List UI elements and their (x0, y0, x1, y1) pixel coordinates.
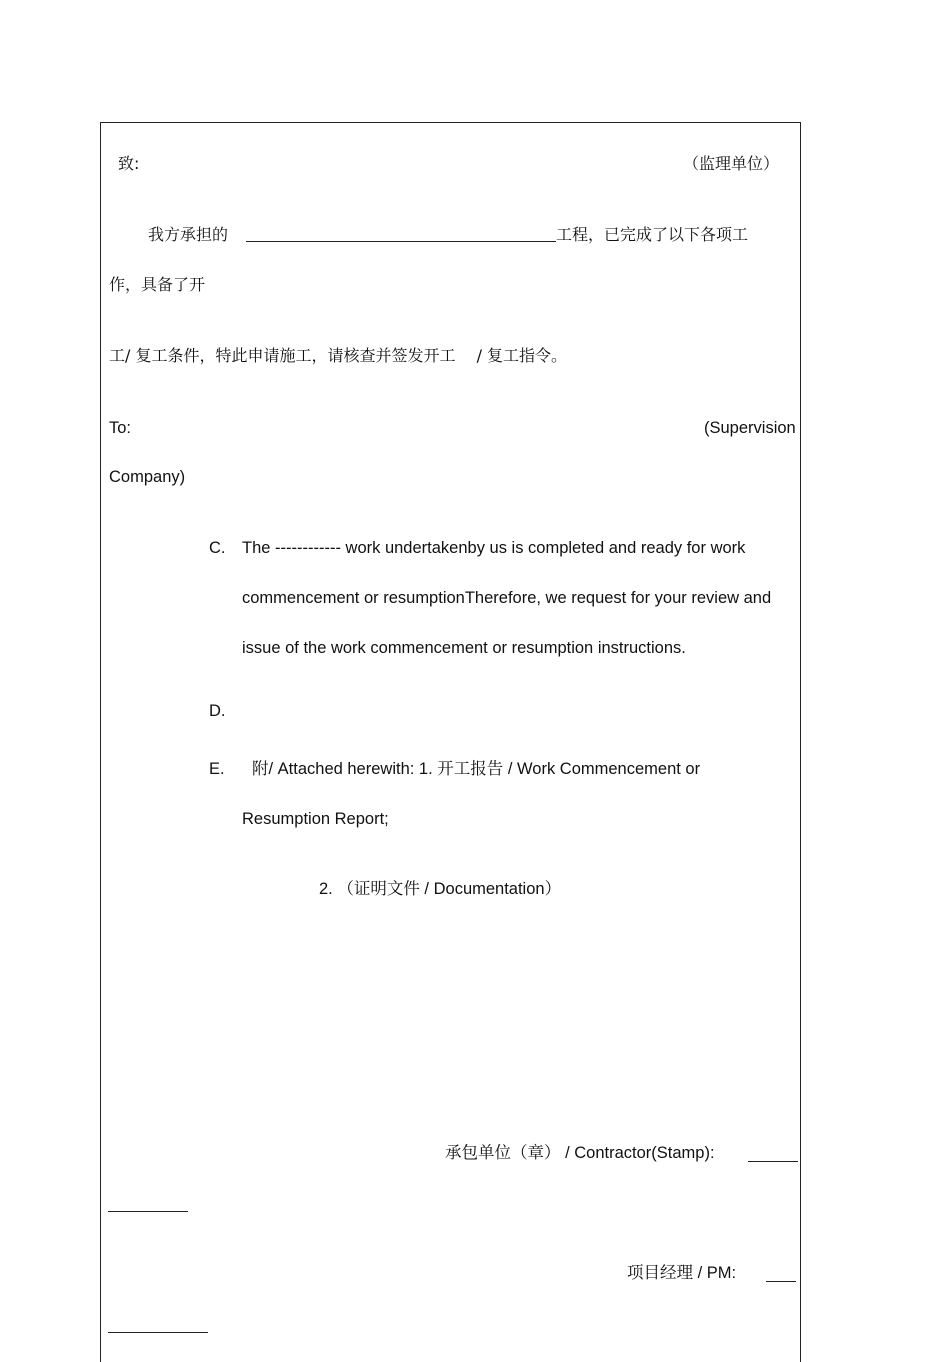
item-e-marker: E. (209, 760, 225, 778)
attachment-2: 2. （证明文件 / Documentation） (319, 880, 562, 898)
item-e-line2: Resumption Report; (242, 810, 389, 828)
para-cn-line2: 作，具备了开 (109, 275, 206, 294)
pm-label: 项目经理 / PM: (627, 1264, 737, 1282)
item-e-line1: 附/ Attached herewith: 1. 开工报告 / Work Commencement or (252, 760, 701, 778)
para-cn-prefix: 我方承担的 (148, 225, 229, 244)
item-d-marker: D. (209, 702, 226, 720)
item-c-line1: The ------------ work undertakenby us is completed and ready for work (242, 539, 746, 557)
to-en-label: To: (109, 419, 132, 437)
item-c-line2: commencement or resumptionTherefore, we request for your review and (242, 589, 772, 607)
to-cn-supervision: （监理单位） (683, 154, 780, 173)
contractor-stamp-blank-cont[interactable] (108, 1211, 188, 1212)
contractor-label: 承包单位（章） / Contractor(Stamp): (445, 1144, 715, 1162)
para-cn-line3: 工/ 复工条件，特此申请施工，请核查并签发开工 / 复工指令。 (109, 346, 568, 365)
pm-blank[interactable] (766, 1281, 796, 1282)
to-cn-label: 致: (118, 154, 140, 173)
pm-blank-cont[interactable] (108, 1332, 208, 1333)
to-en-supervision-2: Company) (109, 468, 186, 486)
contractor-stamp-blank[interactable] (748, 1161, 798, 1162)
item-c-line3: issue of the work commencement or resumption instructions. (242, 639, 686, 657)
to-en-supervision-1: (Supervision (704, 419, 796, 437)
form-border (100, 122, 801, 1362)
project-name-blank[interactable] (246, 241, 556, 242)
para-cn-mid: 工程，已完成了以下各项工 (556, 225, 749, 244)
item-c-marker: C. (209, 539, 226, 557)
